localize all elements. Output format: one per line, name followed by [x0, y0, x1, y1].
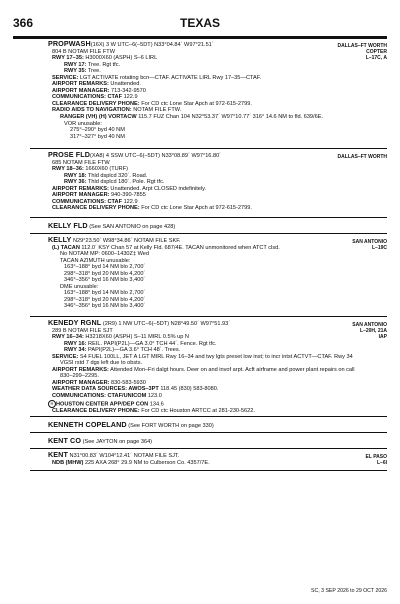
comms-info: 122.9 — [122, 198, 138, 205]
airport-name: KENT CO — [48, 436, 82, 445]
remarks-label: AIRPORT REMARKS: — [52, 366, 109, 373]
airport-name: KENEDY RGNL — [48, 318, 102, 327]
cross-reference: (See JAYTON on page 364) — [81, 439, 153, 445]
notam-line: No NOTAM MP: 0600–1430Z‡ Wed — [60, 251, 150, 258]
comms-info: 122.9 — [122, 94, 138, 101]
comms-info: 123.0 — [146, 393, 162, 400]
elevation-line: 289 B NOTAM FILE SJT — [52, 327, 113, 334]
clearance-label: CLEARANCE DELIVERY PHONE: — [52, 205, 140, 212]
runway-label: RWY 17–35: — [52, 55, 84, 62]
clearance-info: For CD ctc Lone Star Apch at 972-615-2799. — [139, 100, 252, 107]
elevation-line: 804 B NOTAM FILE FTW — [52, 48, 115, 55]
navaid-info: N31°00.83´ W104°12.41´ NOTAM FILE SJT. — [67, 453, 180, 459]
region-label: DALLAS–FT WORTH — [337, 43, 387, 49]
airport-info: (XA8) 4 SSW UTC–6(–5DT) N33°08.89´ W97°16.80´ — [90, 153, 222, 159]
remarks-info: Attended Mon–Fri dalgt hours. Deer on and invof arpt. Acft airframe and power plant repairs on call — [108, 366, 355, 373]
airport-info: (2R9) 1 NW UTC–6(–5DT) N28°49.50´ W97°51.93´ — [101, 321, 231, 327]
service-label: SERVICE: — [52, 74, 79, 81]
airport-name: PROSE FLD — [48, 150, 91, 159]
remarks-info: Unattended. Arpt CLOSED indefinitely. — [108, 185, 207, 192]
airport-name: PROPWASH — [48, 39, 91, 48]
page-number: 366 — [13, 16, 34, 30]
divider — [30, 470, 387, 471]
remarks-info: Unattended. — [108, 81, 141, 88]
runway-end-info: Thld dsplcd 320´. Road. — [86, 172, 148, 179]
runway-label: RWY 16–34: — [52, 334, 84, 341]
manager-info: 830-583-5930 — [109, 379, 146, 386]
page-footer: SC, 3 SEP 2026 to 29 OCT 2026 — [311, 588, 387, 594]
azimuth-unusable-label: TACAN AZIMUTH unusable: — [60, 257, 131, 264]
propwash-side-info — [317, 43, 387, 62]
remarks-info-cont: 830–299–2295. — [60, 373, 99, 380]
prose-entry — [48, 152, 328, 212]
navaid-name: KENT — [48, 450, 68, 459]
service-label: SERVICE: — [52, 353, 79, 360]
divider — [30, 316, 387, 317]
airport-name: KELLY FLD — [48, 221, 88, 230]
unusable-range: 298°–318° byd 20 NM blo 4,200´ — [64, 296, 146, 303]
ndb-info: 225 AXA 268° 29.9 NM to Culberson Co. 4357/7E. — [83, 459, 210, 466]
chart-label: L–20H, 21A — [360, 328, 387, 335]
divider — [30, 448, 387, 449]
region-label: EL PASO — [365, 454, 387, 460]
clearance-label: CLEARANCE DELIVERY PHONE: — [52, 100, 140, 107]
navaid-info: N29°23.50´ W98°34.86´ NOTAM FILE SKF. — [71, 238, 181, 244]
manager-info: 713-342-9570 — [109, 87, 146, 94]
manager-label: AIRPORT MANAGER: — [52, 87, 110, 94]
kent-entry — [48, 452, 328, 466]
unusable-range: 346°–356° byd 16 NM blo 3,400´ — [64, 303, 146, 310]
manager-label: AIRPORT MANAGER: — [52, 379, 110, 386]
unusable-range: 298°–318° byd 20 NM blo 4,200´ — [64, 270, 146, 277]
airport-info: (16X) 3 W UTC–6(–5DT) N33°04.84´ W97°21.51´ — [90, 42, 214, 48]
unusable-range: 163°–188° byd 14 NM blo 2,700´ — [64, 264, 146, 271]
cross-reference: (See SAN ANTONIO on page 428) — [87, 224, 176, 230]
kent-side-info — [317, 454, 387, 466]
runway-info: 1660X60 (TURF) — [83, 166, 128, 173]
region-label: SAN ANTONIO — [352, 322, 387, 328]
kenedy-entry — [48, 318, 355, 414]
state-title: TEXAS — [179, 16, 220, 30]
divider — [30, 217, 387, 218]
elevation-line: 685 NOTAM FILE FTW — [52, 159, 110, 166]
runway-end-info: Tree. Rgt tfc. — [86, 61, 121, 68]
remarks-label: AIRPORT REMARKS: — [52, 185, 109, 192]
runway-info: H3218X60 (ASPH) S–11 MIRL 0.5% up N — [83, 334, 189, 341]
remarks-label: AIRPORT REMARKS: — [52, 81, 109, 88]
runway-end-label: RWY 18: — [64, 172, 87, 179]
navaids-label: RADIO AIDS TO NAVIGATION: — [52, 107, 132, 114]
vor-unusable-range: 317°–327° byd 40 NM — [70, 133, 125, 140]
runway-end-label: RWY 36: — [64, 179, 87, 186]
vor-unusable-label: VOR unusable: — [64, 120, 102, 127]
runway-end-label: RWY 16: — [64, 340, 87, 347]
clearance-info: For CD ctc Houston ARTCC at 281-230-5622. — [139, 407, 255, 414]
clearance-label: CLEARANCE DELIVERY PHONE: — [52, 407, 140, 414]
divider — [30, 416, 387, 417]
vor-unusable-range: 275°–290° byd 40 NM — [70, 127, 125, 134]
service-info: S4 FUEL 100LL, JET A LGT MIRL Rwy 16–34 and twy lgts preset low inst; to incr intst ACTVT—CTAF. Rwy 34 — [78, 353, 353, 360]
vortac-info: 115.7 FUZ Chan 104 N32°53.37´ W97°10.77´ 316° 14.6 NM to fld. 639/6E. — [136, 114, 323, 121]
propwash-entry — [48, 41, 328, 140]
tacan-info: 112.0´ KSY Chan 57 at Kelly Fld. 687/4E. TACAN unmonitored when ATCT clsd. — [79, 244, 280, 251]
kelly-fld-entry — [48, 221, 328, 230]
chart-label: L–17C, A — [365, 55, 387, 62]
divider — [30, 432, 387, 433]
tacan-label: (L) TACAN — [52, 244, 80, 251]
runway-end-label: RWY 34: — [64, 347, 87, 354]
region-label: SAN ANTONIO — [352, 239, 387, 245]
runway-end-info: Thld dsplcd 180´. Pole. Rgt tfc. — [86, 179, 165, 186]
cross-reference: (See FORT WORTH on page 330) — [126, 423, 214, 429]
ndb-label: NDB (MHW) — [52, 459, 84, 466]
runway-end-info: REIL. PAPI(P2L)—GA 3.0° TCH 44´. Fence. Rgt tfc. — [86, 340, 217, 347]
radar-r-icon: R — [48, 400, 56, 408]
weather-label: WEATHER DATA SOURCES: AWOS–3PT — [52, 386, 159, 393]
app-dep-info: 134.6 — [148, 401, 164, 408]
region-label: DALLAS–FT WORTH — [337, 154, 387, 160]
navaid-name: KELLY — [48, 235, 72, 244]
page-header — [13, 14, 387, 32]
runway-end-label: RWY 17: — [64, 61, 87, 68]
weather-info: 118.45 (830) 583-8080. — [158, 386, 219, 393]
unusable-range: 163°–188° byd 14 NM blo 2,700´ — [64, 290, 146, 297]
manager-info: 940-390-7855 — [109, 192, 146, 199]
kent-co-entry — [48, 436, 328, 445]
chart-label: IAP — [378, 334, 387, 341]
chart-label: COPTER — [366, 49, 387, 56]
runway-end-label: RWY 35: — [64, 68, 87, 75]
vortac-label: RANGER (VH) (H) VORTACW — [60, 114, 137, 121]
chart-label: L–6I — [376, 460, 387, 467]
unusable-range: 346°–356° byd 16 NM blo 3,400´ — [64, 277, 146, 284]
service-info-cont: VGSI rstd 7 dgs left due to obsts. — [60, 360, 143, 367]
kelly-entry — [48, 237, 328, 310]
dme-unusable-label: DME unusable: — [60, 283, 99, 290]
airport-name: KENNETH COPELAND — [48, 420, 127, 429]
app-dep-label: HOUSTON CENTER APP/DEP CON — [56, 401, 149, 408]
manager-label: AIRPORT MANAGER: — [52, 192, 110, 199]
service-info: LGT ACTIVATE rotating bcn—CTAF. ACTIVATE LIRL Rwy 17–35—CTAF. — [78, 74, 262, 81]
chart-label: L–19C — [371, 245, 387, 252]
comms-label: COMMUNICATIONS: CTAF/UNICOM — [52, 393, 147, 400]
runway-info: H3000X60 (ASPH) S–6 LIRL — [83, 55, 158, 62]
runway-label: RWY 18–36: — [52, 166, 84, 173]
navaids-info: NOTAM FILE FTW. — [131, 107, 182, 114]
kenedy-side-info — [317, 322, 387, 341]
runway-end-info: PAPI(P2L)—GA 3.6° TCH 48´. Trees. — [86, 347, 181, 354]
clearance-info: For CD ctc Lone Star Apch at 972-615-2799. — [139, 205, 252, 212]
divider — [30, 148, 387, 149]
kelly-side-info — [317, 239, 387, 251]
kenneth-copeland-entry — [48, 420, 328, 429]
prose-side-info — [317, 154, 387, 160]
comms-label: COMMUNICATIONS: CTAF — [52, 94, 123, 101]
runway-end-info: Tree. — [86, 68, 101, 75]
comms-label: COMMUNICATIONS: CTAF — [52, 198, 123, 205]
divider — [30, 233, 387, 234]
